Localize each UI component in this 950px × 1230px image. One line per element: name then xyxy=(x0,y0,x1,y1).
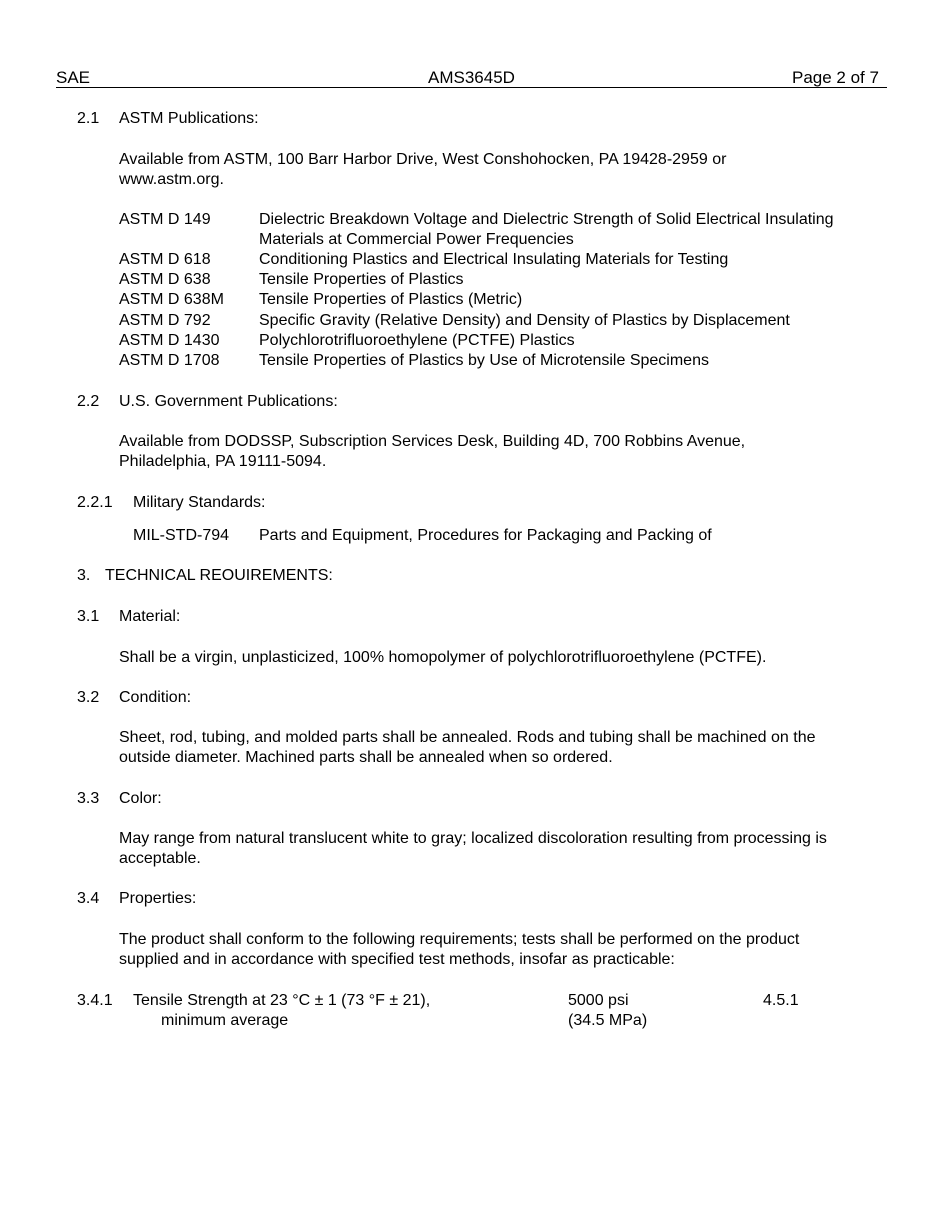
section-3-1-title: Material: xyxy=(119,608,181,625)
section-2-1-title: ASTM Publications: xyxy=(119,110,259,127)
section-3-4-title: Properties: xyxy=(119,890,197,907)
section-3-number: 3. xyxy=(77,567,91,584)
section-3-4-1-number: 3.4.1 xyxy=(77,992,113,1009)
section-3-2-body-line1: Sheet, rod, tubing, and molded parts shall be annealed. Rods and tubing shall be machined on the xyxy=(119,729,816,746)
ref-code: ASTM D 638 xyxy=(119,271,211,288)
header-rule xyxy=(56,87,887,88)
section-2-2-availability-line2: Philadelphia, PA 19111-5094. xyxy=(119,453,327,470)
section-3-title: TECHNICAL REOUIREMENTS: xyxy=(105,567,333,584)
ref-title: Conditioning Plastics and Electrical Insulating Materials for Testing xyxy=(259,251,729,268)
header-page-number: Page 2 of 7 xyxy=(792,68,879,87)
section-2-1-availability-line2: www.astm.org. xyxy=(119,171,224,188)
section-3-2-number: 3.2 xyxy=(77,689,100,706)
ref-code: ASTM D 792 xyxy=(119,312,211,329)
property-test-method: 4.5.1 xyxy=(763,992,799,1009)
section-3-3-body-line2: acceptable. xyxy=(119,850,201,867)
section-3-4-body-line2: supplied and in accordance with specified test methods, insofar as practicable: xyxy=(119,951,675,968)
mil-std-code: MIL-STD-794 xyxy=(133,527,230,544)
ref-title: Polychlorotrifluoroethylene (PCTFE) Plastics xyxy=(259,332,575,349)
header-org: SAE xyxy=(56,68,91,87)
section-3-3-number: 3.3 xyxy=(77,790,100,807)
section-2-2-1-title: Military Standards: xyxy=(133,494,266,511)
section-2-2-number: 2.2 xyxy=(77,393,100,410)
property-name-line2: minimum average xyxy=(161,1012,289,1029)
ref-code: ASTM D 618 xyxy=(119,251,211,268)
section-2-1-number: 2.1 xyxy=(77,110,100,127)
ref-code: ASTM D 149 xyxy=(119,211,211,228)
property-value-metric: (34.5 MPa) xyxy=(568,1012,648,1029)
section-3-1-body: Shall be a virgin, unplasticized, 100% homopolymer of polychlorotrifluoroethylene (PCTFE). xyxy=(119,649,767,666)
section-3-1-number: 3.1 xyxy=(77,608,100,625)
section-2-2-title: U.S. Government Publications: xyxy=(119,393,338,410)
section-3-4-body-line1: The product shall conform to the following requirements; tests shall be performed on the product xyxy=(119,931,800,948)
section-3-4-number: 3.4 xyxy=(77,890,100,907)
section-2-2-1-number: 2.2.1 xyxy=(77,494,113,511)
property-value-imperial: 5000 psi xyxy=(568,992,629,1009)
section-2-1-availability-line1: Available from ASTM, 100 Barr Harbor Drive, West Conshohocken, PA 19428-2959 or xyxy=(119,151,727,168)
ref-code: ASTM D 1708 xyxy=(119,352,220,369)
section-2-2-availability-line1: Available from DODSSP, Subscription Services Desk, Building 4D, 700 Robbins Avenue, xyxy=(119,433,746,450)
ref-title: Tensile Properties of Plastics (Metric) xyxy=(259,291,523,308)
property-name-line1: Tensile Strength at 23 °C ± 1 (73 °F ± 21), xyxy=(133,992,431,1009)
mil-std-title: Parts and Equipment, Procedures for Packaging and Packing of xyxy=(259,527,712,544)
section-3-3-title: Color: xyxy=(119,790,162,807)
ref-title: Specific Gravity (Relative Density) and Density of Plastics by Displacement xyxy=(259,312,790,329)
ref-title: Tensile Properties of Plastics by Use of Microtensile Specimens xyxy=(259,352,709,369)
ref-title-continuation: Materials at Commercial Power Frequencies xyxy=(259,231,574,248)
section-3-3-body-line1: May range from natural translucent white to gray; localized discoloration resulting from processing is xyxy=(119,830,827,847)
ref-code: ASTM D 638M xyxy=(119,291,224,308)
ref-title: Dielectric Breakdown Voltage and Dielectric Strength of Solid Electrical Insulating xyxy=(259,211,834,228)
ref-code: ASTM D 1430 xyxy=(119,332,220,349)
ref-title: Tensile Properties of Plastics xyxy=(259,271,464,288)
section-3-2-body-line2: outside diameter. Machined parts shall be annealed when so ordered. xyxy=(119,749,613,766)
section-3-2-title: Condition: xyxy=(119,689,192,706)
header-doc-number: AMS3645D xyxy=(428,68,515,87)
